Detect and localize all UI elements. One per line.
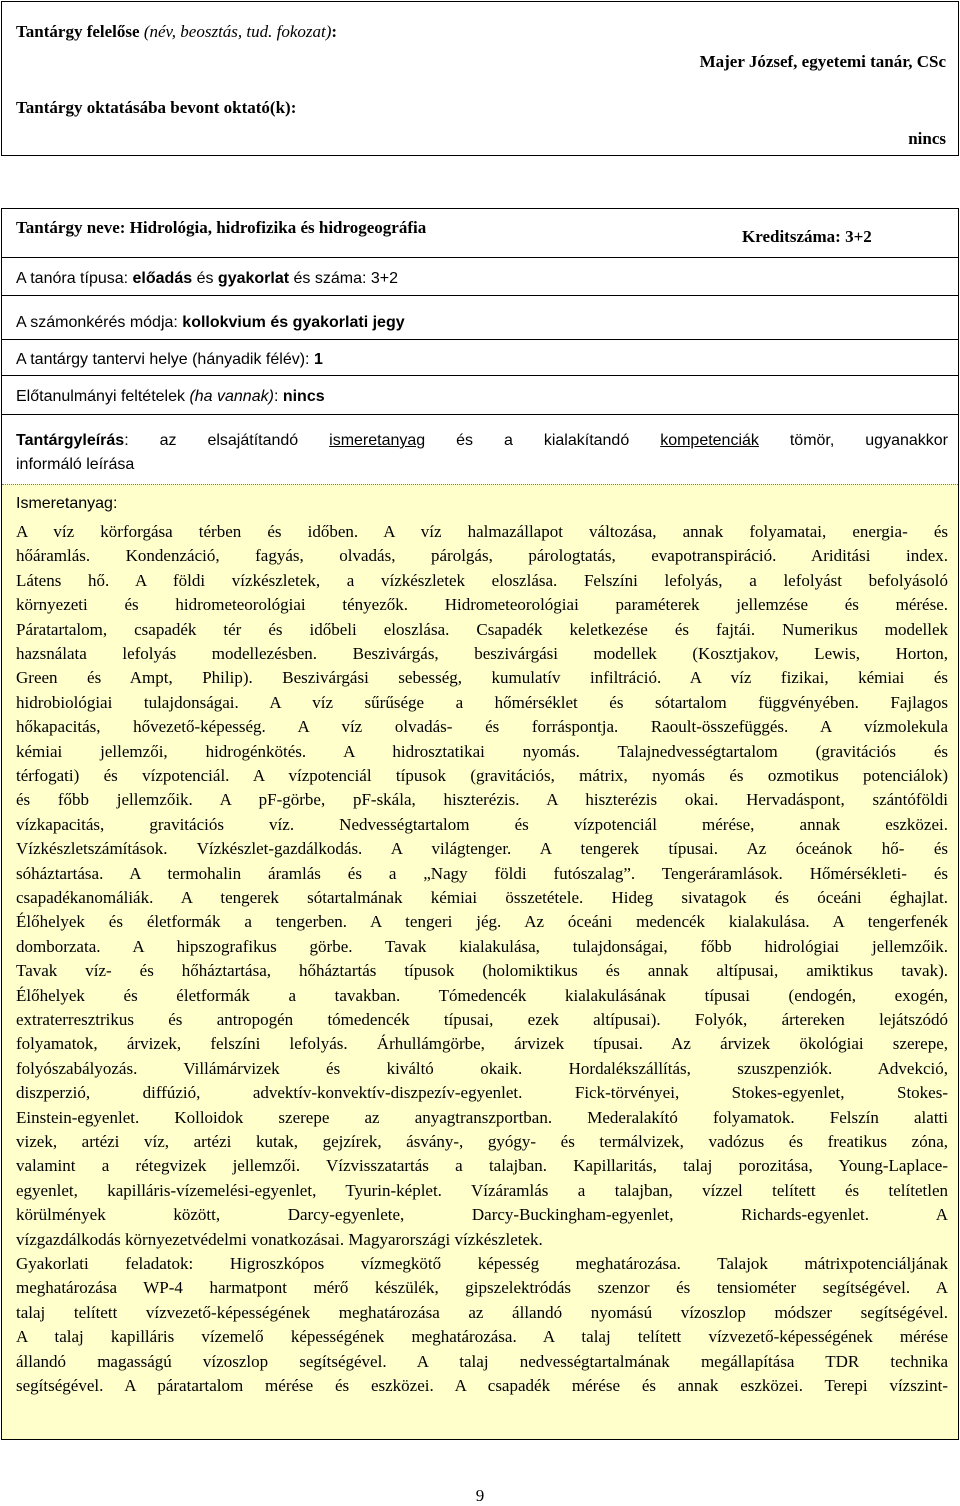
course-name: Tantárgy neve: Hidrológia, hidrofizika és hidrogeográfia bbox=[16, 218, 427, 237]
semester-prefix: A tantárgy tantervi helye (hányadik félév): bbox=[16, 351, 314, 368]
knowledge-label: Ismeretanyag: bbox=[16, 495, 118, 512]
responsible-value: Majer József, egyetemi tanár, CSc bbox=[699, 52, 946, 71]
instructors-value: nincs bbox=[908, 129, 946, 148]
knowledge-text-line: Green és Ampt, Philip). Beszivárgási sebesség, kumulatív infiltráció. A víz fizikai, kémiai és bbox=[16, 668, 948, 688]
divider bbox=[2, 257, 958, 258]
course-type bbox=[16, 269, 398, 289]
knowledge-text-line: Látens hő. A földi vízkészletek, a vízkészletek eloszlása. Felszíni lefolyás, a lefolyást befolyásoló bbox=[16, 570, 948, 590]
course-credits: Kreditszáma: 3+2 bbox=[742, 227, 872, 246]
course-type-practice: gyakorlat bbox=[217, 270, 290, 287]
knowledge-text-line: vízgazdálkodás környezetvédelmi vonatkozásai. Magyarországi vízkészletek. bbox=[16, 1229, 543, 1249]
divider bbox=[2, 375, 958, 376]
knowledge-text-line: Élőhelyek és életformák a tavakban. Tómedencék kialakulásának típusai (endogén, exogén, bbox=[16, 985, 948, 1005]
knowledge-text-line: és főbb jellemzőik. A pF-görbe, pF-skála, hiszterézis. A hiszterézis okai. Hervadáspont, szántóföldi bbox=[16, 790, 948, 810]
knowledge-text-line: Tavak víz- és hőháztartása, hőháztartás típusok (holomiktikus és annak altípusai, amiktikus tavak). bbox=[16, 961, 948, 981]
responsible-label-bold: Tantárgy felelőse bbox=[16, 22, 140, 41]
assessment bbox=[16, 313, 405, 333]
course-type-lecture: előadás bbox=[132, 270, 193, 287]
course-type-and: és bbox=[192, 270, 218, 287]
header-box bbox=[1, 1, 959, 156]
responsible-label-colon: : bbox=[331, 22, 338, 41]
description-title-kompetenciak: kompetenciák bbox=[660, 432, 759, 449]
knowledge-text-line: hazsnálata lefolyás modellezésben. Beszivárgás, beszivárgási modellek (Kosztjakov, Lewis, Horton, bbox=[16, 644, 948, 663]
description-title-line2: informáló leírása bbox=[16, 456, 135, 473]
course-type-prefix: A tanóra típusa: bbox=[16, 270, 133, 287]
description-title-bold: Tantárgyleírás bbox=[16, 432, 125, 449]
knowledge-text-line: egyenlet, kapilláris-vízemelési-egyenlet, Tyurin-képlet. Vízáramlás a talajban, vízzel telített és telítetlen bbox=[16, 1180, 948, 1200]
knowledge-text-line: extraterresztrikus és antropogén tómedencék típusai, ezek altípusai). Folyók, ártereken lejátszódó bbox=[16, 1010, 948, 1029]
knowledge-text-line: állandó magasságú vízoszlop segítségével. A talaj nedvességtartalmának megállapítása TDR technika bbox=[16, 1351, 948, 1371]
prerequisites bbox=[16, 387, 325, 407]
knowledge-text-line: A víz körforgása térben és időben. A víz halmazállapot változása, annak folyamatai, energia- és bbox=[16, 522, 948, 541]
knowledge-text-line: csapadékanomáliák. A tengerek sótartalmának kémiai összetétele. Hideg sivatagok és óceáni éghajlat. bbox=[16, 888, 948, 907]
knowledge-text-line: Vízkészletszámítások. Vízkészlet-gazdálkodás. A világtenger. A tengerek típusai. Az óceánok hő- és bbox=[16, 839, 948, 859]
knowledge-text-line: vízkapacitás, gravitációs víz. Nedvességtartalom és vízpotenciál mérése, annak eszközei. bbox=[16, 814, 948, 834]
knowledge-text-line: segítségével. A páratartalom mérése és eszközei. A csapadék mérése és annak eszközei. Terepi vízszint- bbox=[16, 1376, 948, 1395]
responsible-label-italic: (név, beosztás, tud. fokozat) bbox=[139, 22, 332, 41]
knowledge-text-line: vizek, artézi víz, artézi kutak, gejzírek, ásvány-, gyógy- és termálvizek, vadózus és freatikus zóna, bbox=[16, 1132, 948, 1151]
knowledge-text-line: térfogati) és vízpotenciál. A vízpotenciál típusok (gravitációs, mátrix, nyomás és ozmotikus potenciálok) bbox=[16, 766, 948, 785]
assessment-value: kollokvium és gyakorlati jegy bbox=[182, 314, 405, 331]
knowledge-text-line: Einstein-egyenlet. Kolloidok szerepe az anyagtranszportban. Mederalakító folyamatok. Felszín alatti bbox=[16, 1107, 948, 1127]
assessment-prefix: A számonkérés módja: bbox=[16, 314, 183, 331]
knowledge-text-line: hőkapacitás, hővezető-képesség. A víz olvadás- és forráspontja. Raoult-összefüggés. A vízmolekula bbox=[16, 717, 948, 737]
divider bbox=[2, 339, 958, 340]
dotted-divider bbox=[2, 484, 958, 485]
knowledge-text-line: körülmények között, Darcy-egyenlete, Darcy-Buckingham-egyenlet, Richards-egyenlet. A bbox=[16, 1205, 948, 1225]
course-type-suffix: és száma: 3+2 bbox=[289, 270, 399, 287]
semester-value: 1 bbox=[313, 351, 323, 368]
course-box bbox=[1, 208, 959, 1440]
divider bbox=[2, 295, 958, 296]
description-title-part: és a kialakítandó bbox=[425, 432, 661, 449]
knowledge-text-line: sóháztartása. A termohalin áramlás és a „Nagy földi futószalag”. Tengeráramlások. Hőmérsékleti- és bbox=[16, 863, 948, 883]
knowledge-text-line: Gyakorlati feladatok: Higroszkópos vízmegkötő képesség meghatározása. Talajok mátrixpotenciáljának bbox=[16, 1254, 948, 1273]
description-title-ismeretanyag: ismeretanyag bbox=[329, 432, 426, 449]
description-title-part: tömör, ugyanakkor bbox=[758, 432, 948, 449]
description-title bbox=[16, 430, 948, 452]
semester bbox=[16, 350, 323, 370]
divider bbox=[2, 414, 958, 415]
instructors-label: Tantárgy oktatásába bevont oktató(k): bbox=[16, 98, 297, 117]
knowledge-text-line: valamint a rétegvizek jellemzői. Vízvisszatartás a talajban. Kapillaritás, talaj porozitása, Young-Laplace- bbox=[16, 1156, 948, 1176]
knowledge-text-line: kémiai jellemzői, hidrogénkötés. A hidrosztatikai nyomás. Talajnedvességtartalom (gravitációs és bbox=[16, 741, 948, 761]
knowledge-text-line: diszperzió, diffúzió, advektív-konvektív-diszpezív-egyenlet. Fick-törvényei, Stokes-egyenlet, Stokes- bbox=[16, 1083, 948, 1103]
knowledge-text-line: talaj telített vízvezető-képességének meghatározása az állandó nyomású vízoszlop módszer segítségével. bbox=[16, 1302, 948, 1322]
responsible-label bbox=[16, 22, 337, 42]
prereq-colon: : bbox=[273, 388, 283, 405]
page-number: 9 bbox=[475, 1486, 485, 1505]
knowledge-text-line: domborzata. A hipszografikus görbe. Tavak kialakulása, tulajdonságai, főbb hidrológiai jellemzőik. bbox=[16, 936, 948, 956]
knowledge-text-line: Élőhelyek és életformák a tengerben. A tengeri jég. Az óceáni medencék kialakulása. A tengerfenék bbox=[16, 912, 948, 932]
prereq-italic: (ha vannak) bbox=[189, 388, 274, 405]
knowledge-text-line: A talaj kapilláris vízemelő képességének meghatározása. A talaj telített vízvezető-képességének mérése bbox=[16, 1327, 948, 1347]
knowledge-text-line: folyószabályozás. Villámárvizek és kiváltó okaik. Hordalékszállítás, szuszpenziók. Advekció, bbox=[16, 1058, 948, 1078]
description-title-part: : az elsajátítandó bbox=[124, 432, 330, 449]
knowledge-text-line: Páratartalom, csapadék tér és időbeli eloszlása. Csapadék keletkezése és fajtái. Numerikus modellek bbox=[16, 619, 948, 639]
knowledge-text-line: folyamatok, árvizek, felszíni lefolyás. Árhullámgörbe, árvizek típusai. Az árvizek ökológiai szerepe, bbox=[16, 1034, 948, 1054]
knowledge-text-line: meghatározása WP-4 harmatpont mérő készülék, gipszelektródás szenzor és tensiométer segítségével. A bbox=[16, 1278, 948, 1298]
prereq-prefix: Előtanulmányi feltételek bbox=[16, 388, 190, 405]
prereq-value: nincs bbox=[282, 388, 325, 405]
knowledge-section bbox=[2, 484, 958, 1439]
knowledge-text-line: hidrobiológiai tulajdonságai. A víz sűrűsége a hőmérséklet és sótartalom függvényében. Fajlagos bbox=[16, 692, 948, 712]
knowledge-text-line: környezeti és hidrometeorológiai tényezők. Hidrometeorológiai paraméterek jellemzése és mérése. bbox=[16, 595, 948, 615]
knowledge-text-line: hőáramlás. Kondenzáció, fagyás, olvadás, párolgás, párologtatás, evapotranspiráció. Ariditási index. bbox=[16, 546, 948, 566]
